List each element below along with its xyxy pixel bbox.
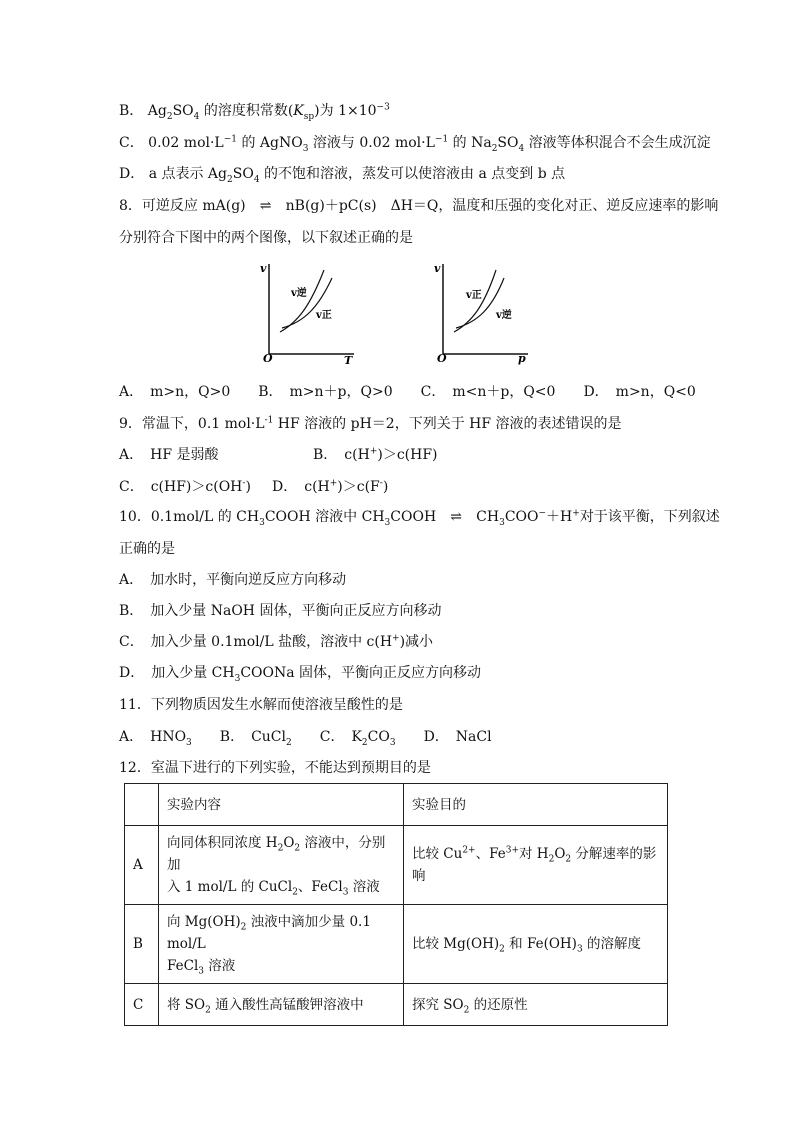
q10-option-b: B． 加入少量 NaOH 固体，平衡向正反应方向移动 [119, 603, 442, 619]
graph1-x-label: T [344, 354, 353, 366]
q10-option-d: D． 加入少量 $CH_3COONa$ 固体，平衡向正反应方向移动 [119, 665, 482, 684]
graph2-curve-forward [454, 270, 496, 332]
row-label: B [125, 905, 159, 984]
graph2-curve-b-label: v逆 [496, 310, 512, 321]
row-content: 向 $Mg(OH)_2$ 浊液中滴加少量 0.1 mol/L FeCl$_3$ 溶液 [159, 905, 404, 984]
graph1-curve-a-label: v逆 [291, 288, 307, 299]
graph1-y-label: v [260, 262, 267, 275]
graph2-x-label: p [518, 352, 526, 365]
graph2-y-label: v [434, 262, 441, 275]
table-header-row [125, 784, 668, 826]
q9-stem: 9．常温下，0.1 $mol\cdot L^{-1}$ HF 溶液的 pH＝2，下列关于 HF 溶液的表述错误的是 [119, 415, 622, 432]
row-purpose: 探究 $SO_2$ 的还原性 [404, 984, 668, 1026]
q11-stem: 11．下列物质因发生水解而使溶液呈酸性的是 [119, 697, 403, 713]
table-row [125, 984, 668, 1026]
equilibrium-arrow-icon: ⇌ [259, 198, 272, 214]
graph1-curve-reverse [280, 270, 324, 332]
graph2-curve-a-label: v正 [466, 290, 482, 301]
q9-option-b: B． c(H+)＞c(HF) [313, 446, 438, 463]
q9-option-c: C． c(HF)＞c(OH-) [119, 478, 251, 495]
q12-experiment-table [124, 783, 668, 1026]
q12-stem: 12．室温下进行的下列实验，不能达到预期目的是 [119, 760, 431, 776]
q10-option-a: A． 加水时，平衡向逆反应方向移动 [119, 572, 347, 588]
q8-graph-temperature [258, 258, 358, 366]
row-label: C [125, 984, 159, 1026]
row-label: A [125, 826, 159, 905]
row-content: 向同体积同浓度 $H_2O_2$ 溶液中，分别加 入 1 mol/L 的 CuCl$_2$、FeCl$_3$ 溶液 [159, 826, 404, 905]
q8-options: A． m>n，Q>0 B． m>n＋p，Q>0 C． m<n＋p，Q<0 D． m>n，Q<0 [119, 384, 696, 400]
q7-option-c: C． 0.02 $mol\cdot L^{-1}$ 的 AgNO$_3$ 溶液与 0.02 $mol\cdot L^{-1}$ 的 $Na_2SO_4$ 溶液等体积混合不会生成沉淀 [119, 134, 711, 154]
q7-option-b: B． $Ag_2SO_4$ 的溶度积常数$(K_{sp})$为 $1\times 10^{-3}$ [119, 102, 390, 122]
q11-options: A． $HNO_3$ B． CuCl$_2$ C． $K_2CO_3$ D． NaCl [119, 729, 492, 748]
q8-graph-pressure [432, 258, 532, 366]
row-content: 将 $SO_2$ 通入酸性高锰酸钾溶液中 [159, 984, 404, 1026]
q8-stem-line2: 分别符合下图中的两个图像，以下叙述正确的是 [119, 230, 413, 246]
row-purpose: 比较 $Mg(OH)_2$ 和 $Fe(OH)_3$ 的溶解度 [404, 905, 668, 984]
table-row [125, 826, 668, 905]
q10-stem-line1: 10．0.1mol/L 的 $CH_3COOH$ 溶液中 $CH_3COOH$ ⇌ $CH_3COO^-+H^+$对于该平衡，下列叙述 [119, 508, 720, 528]
graph1-curve-b-label: v正 [316, 310, 332, 321]
row-purpose: 比较 $Cu^{2+}$、$Fe^{3+}$对 $H_2O_2$ 分解速率的影响 [404, 826, 668, 905]
q10-stem-line2: 正确的是 [119, 541, 175, 557]
equilibrium-arrow-icon: ⇌ [450, 509, 463, 525]
q9-option-d: D． c(H+)＞c(F-) [272, 478, 389, 495]
table-header-cell: 实验目的 [404, 784, 668, 826]
table-header-cell [125, 784, 159, 826]
table-header-cell: 实验内容 [159, 784, 404, 826]
q9-option-a: A． HF 是弱酸 [119, 447, 219, 463]
table-row [125, 905, 668, 984]
q7-option-d: D． a 点表示 $Ag_2SO_4$ 的不饱和溶液，蒸发可以使溶液由 a 点变到 b 点 [119, 166, 566, 185]
graph2-origin: O [437, 352, 447, 365]
q8-stem-line1: 8．可逆反应 mA(g) ⇌ nB(g)＋pC(s) ΔH＝Q，温度和压强的变化对正、逆反应速率的影响 [119, 198, 719, 214]
graph1-origin: O [263, 352, 273, 365]
q10-option-c: C． 加入少量 0.1mol/L 盐酸，溶液中 c(H+)减小 [119, 633, 434, 650]
